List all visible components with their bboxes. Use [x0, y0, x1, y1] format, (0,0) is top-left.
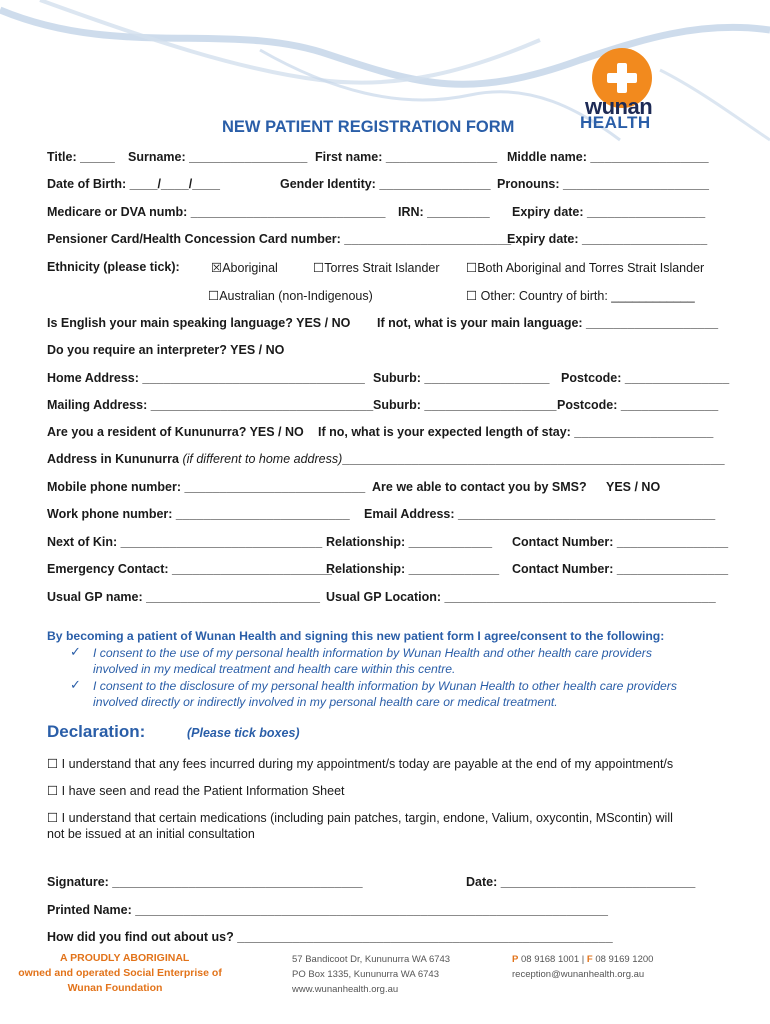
main-language-field[interactable]: If not, what is your main language: ___________________	[377, 316, 719, 330]
kununurra-address-field[interactable]	[47, 452, 725, 466]
declaration-heading: Declaration:	[47, 722, 146, 741]
check-icon: ✓	[70, 677, 81, 692]
usual-gp-name-field[interactable]: Usual GP name: _________________________	[47, 590, 320, 604]
length-of-stay-field[interactable]: If no, what is your expected length of stay: ____________________	[318, 425, 714, 439]
home-suburb-field[interactable]: Suburb: __________________	[373, 371, 550, 385]
consent-item-2-line-2: involved directly or indirectly involved in my personal health care or medical treatment.	[93, 695, 558, 709]
ethnicity-australian-checkbox[interactable]: ☐Australian (non-Indigenous)	[208, 289, 373, 303]
footer-street-address: 57 Bandicoot Dr, Kununurra WA 6743	[292, 954, 451, 965]
footer-website-link[interactable]: www.wunanhealth.org.au	[292, 984, 399, 995]
signature-date-field[interactable]: Date: ____________________________	[466, 875, 696, 889]
consent-item-2-line-1: I consent to the disclosure of my personal health information by Wunan Health to other health care providers	[93, 679, 677, 693]
emergency-relationship-field[interactable]: Relationship: _____________	[326, 562, 500, 576]
declaration-info-sheet-checkbox[interactable]: ☐ I have seen and read the Patient Information Sheet	[47, 784, 345, 798]
usual-gp-location-field[interactable]: Usual GP Location: _______________________________________	[326, 590, 716, 604]
signature-field[interactable]: Signature: ____________________________________	[47, 875, 363, 889]
work-phone-field[interactable]: Work phone number: _________________________	[47, 507, 350, 521]
ethnicity-other-checkbox[interactable]: ☐ Other: Country of birth: ____________	[466, 289, 695, 303]
irn-field[interactable]: IRN: _________	[398, 205, 490, 219]
sms-consent-label: Are we able to contact you by SMS?	[372, 480, 587, 494]
dob-field[interactable]: Date of Birth: ____/____/____	[47, 177, 221, 191]
gender-identity-field[interactable]: Gender Identity: ________________	[280, 177, 491, 191]
pensioner-card-field[interactable]: Pensioner Card/Health Concession Card number: ________________________	[47, 232, 512, 246]
mailing-postcode-field[interactable]: Postcode: ______________	[557, 398, 719, 412]
footer-phone-fax	[512, 954, 653, 965]
middle-name-field[interactable]: Middle name: _________________	[507, 150, 709, 164]
email-address-field[interactable]: Email Address: _____________________________________	[364, 507, 716, 521]
footer-phone-label: P	[512, 954, 519, 965]
next-of-kin-field[interactable]: Next of Kin: _____________________________	[47, 535, 323, 549]
declaration-medications-checkbox[interactable]: ☐ I understand that certain medications (including pain patches, targin, endone, Valium, oxycontin, MScontin) will	[47, 811, 673, 825]
footer-po-box: PO Box 1335, Kununurra WA 6743	[292, 969, 439, 980]
kin-relationship-field[interactable]: Relationship: ____________	[326, 535, 493, 549]
footer-phone: 08 9168 1001	[520, 954, 580, 965]
footer-tagline-1: A PROUDLY ABORIGINAL	[60, 952, 190, 964]
ethnicity-both-checkbox[interactable]: ☐Both Aboriginal and Torres Strait Islander	[466, 261, 705, 275]
footer-email-link[interactable]: reception@wunanhealth.org.au	[512, 969, 645, 980]
kin-contact-number-field[interactable]: Contact Number: ________________	[512, 535, 729, 549]
footer-tagline-2: owned and operated Social Enterprise of	[18, 967, 222, 979]
footer-fax-label: F	[586, 954, 593, 965]
kununurra-address-note: (if different to home address)	[182, 452, 343, 466]
emergency-contact-number-field[interactable]: Contact Number: ________________	[512, 562, 729, 576]
ethnicity-aboriginal-checkbox[interactable]: ☒Aboriginal	[211, 261, 278, 275]
kununurra-address-label: Address in Kununurra	[47, 452, 179, 466]
footer-fax: 08 9169 1200	[595, 954, 654, 965]
mailing-suburb-field[interactable]: Suburb: ___________________	[373, 398, 557, 412]
consent-heading: By becoming a patient of Wunan Health and signing this new patient form I agree/consent to the following:	[47, 629, 665, 643]
medicare-field[interactable]: Medicare or DVA numb: ____________________________	[47, 205, 386, 219]
declaration-medications-line-2: not be issued at an initial consultation	[47, 827, 255, 841]
home-address-field[interactable]: Home Address: ________________________________	[47, 371, 365, 385]
footer-separator: |	[581, 954, 585, 965]
declaration-fees-checkbox[interactable]: ☐ I understand that any fees incurred during my appointment/s today are payable at the end of my appointment/s	[47, 757, 674, 771]
consent-item-1-line-2: involved in my medical treatment and health care within this centre.	[93, 662, 456, 676]
mailing-address-field[interactable]: Mailing Address: ________________________________	[47, 398, 374, 412]
kununurra-address-line: _______________________________________________________	[342, 452, 725, 466]
pensioner-expiry-field[interactable]: Expiry date: __________________	[507, 232, 708, 246]
title-field[interactable]: Title: _____	[47, 150, 115, 164]
first-name-field[interactable]: First name: ________________	[315, 150, 498, 164]
consent-item-1-line-1: I consent to the use of my personal health information by Wunan Health and other health care providers	[93, 646, 652, 660]
logo-wordmark-wunan: wunan	[585, 94, 653, 119]
check-icon: ✓	[70, 644, 81, 659]
mobile-phone-field[interactable]: Mobile phone number: __________________________	[47, 480, 366, 494]
ethnicity-label: Ethnicity (please tick):	[47, 260, 180, 274]
emergency-contact-field[interactable]: Emergency Contact: _______________________	[47, 562, 332, 576]
printed-name-field[interactable]: Printed Name: ____________________________________________________________________	[47, 903, 608, 917]
referral-source-field[interactable]: How did you find out about us? ______________________________________________________	[47, 930, 613, 944]
kununurra-resident-field[interactable]: Are you a resident of Kununurra? YES / NO	[47, 425, 304, 439]
form-title: NEW PATIENT REGISTRATION FORM	[222, 118, 515, 136]
footer-tagline-3: Wunan Foundation	[67, 982, 163, 994]
surname-field[interactable]: Surname: _________________	[128, 150, 308, 164]
medicare-expiry-field[interactable]: Expiry date: _________________	[512, 205, 706, 219]
english-main-language-field[interactable]: Is English your main speaking language? YES / NO	[47, 316, 351, 330]
ethnicity-torres-strait-checkbox[interactable]: ☐Torres Strait Islander	[313, 261, 440, 275]
declaration-note: (Please tick boxes)	[187, 726, 300, 740]
interpreter-field[interactable]: Do you require an interpreter? YES / NO	[47, 343, 285, 357]
home-postcode-field[interactable]: Postcode: _______________	[561, 371, 730, 385]
logo-wordmark-health: HEALTH	[580, 113, 651, 132]
pronouns-field[interactable]: Pronouns: _____________________	[497, 177, 709, 191]
sms-consent-yes-no[interactable]: YES / NO	[606, 480, 661, 494]
